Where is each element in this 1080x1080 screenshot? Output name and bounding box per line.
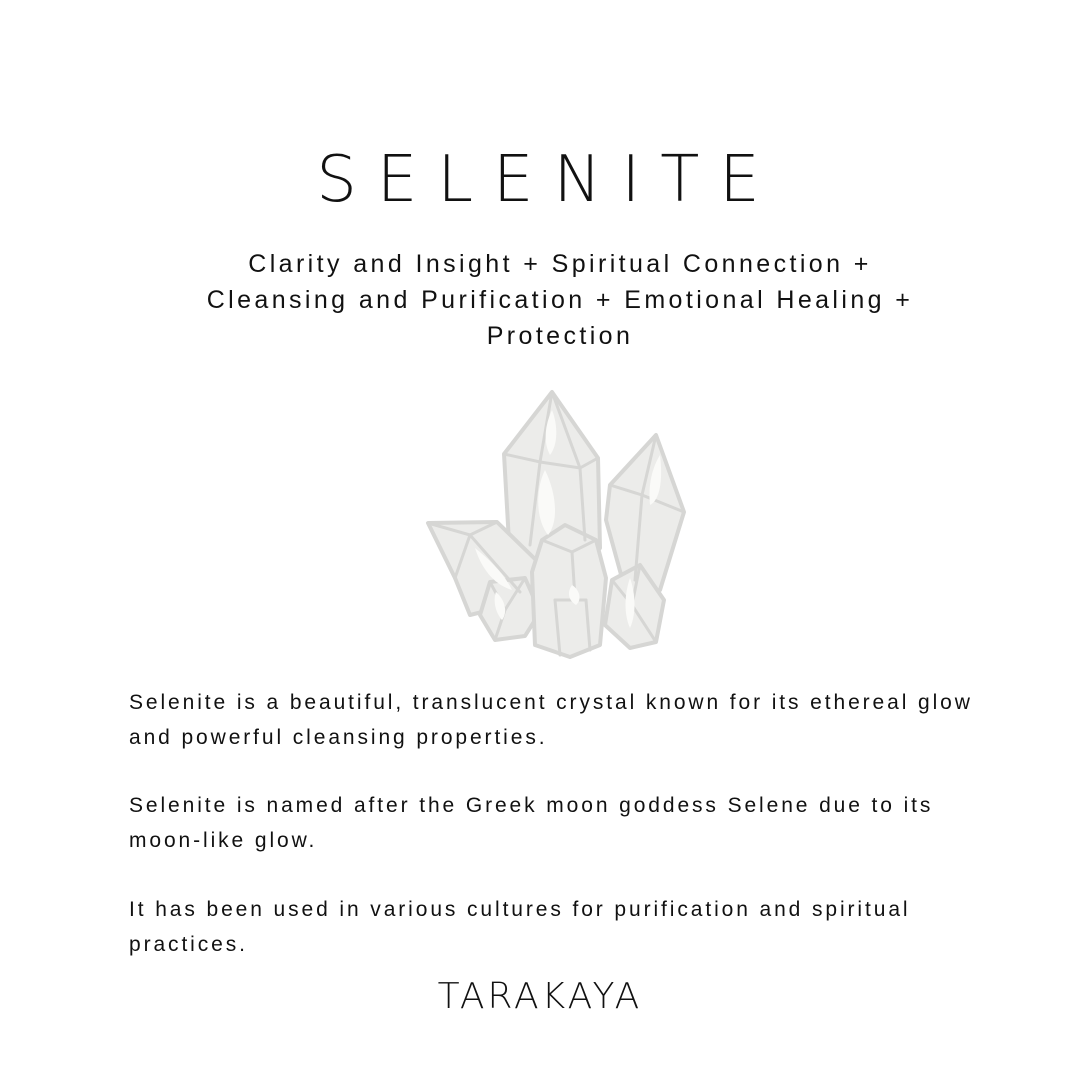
description-paragraph: It has been used in various cultures for purification and spiritual practices. — [129, 898, 911, 956]
properties-subtitle: Clarity and Insight + Spiritual Connection + Cleansing and Purification + Emotional Healing + Protection — [206, 250, 914, 350]
description-paragraph: Selenite is a beautiful, translucent crystal known for its ethereal glow and powerful cleansing properties. — [129, 691, 973, 749]
page-title: SELENITE — [316, 143, 780, 217]
crystal-front-shard — [532, 525, 606, 657]
crystal-cluster-icon — [420, 380, 700, 670]
description-paragraph: Selenite is named after the Greek moon goddess Selene due to its moon-like glow. — [129, 794, 934, 852]
brand-name: TARAKAYA — [437, 976, 643, 1017]
